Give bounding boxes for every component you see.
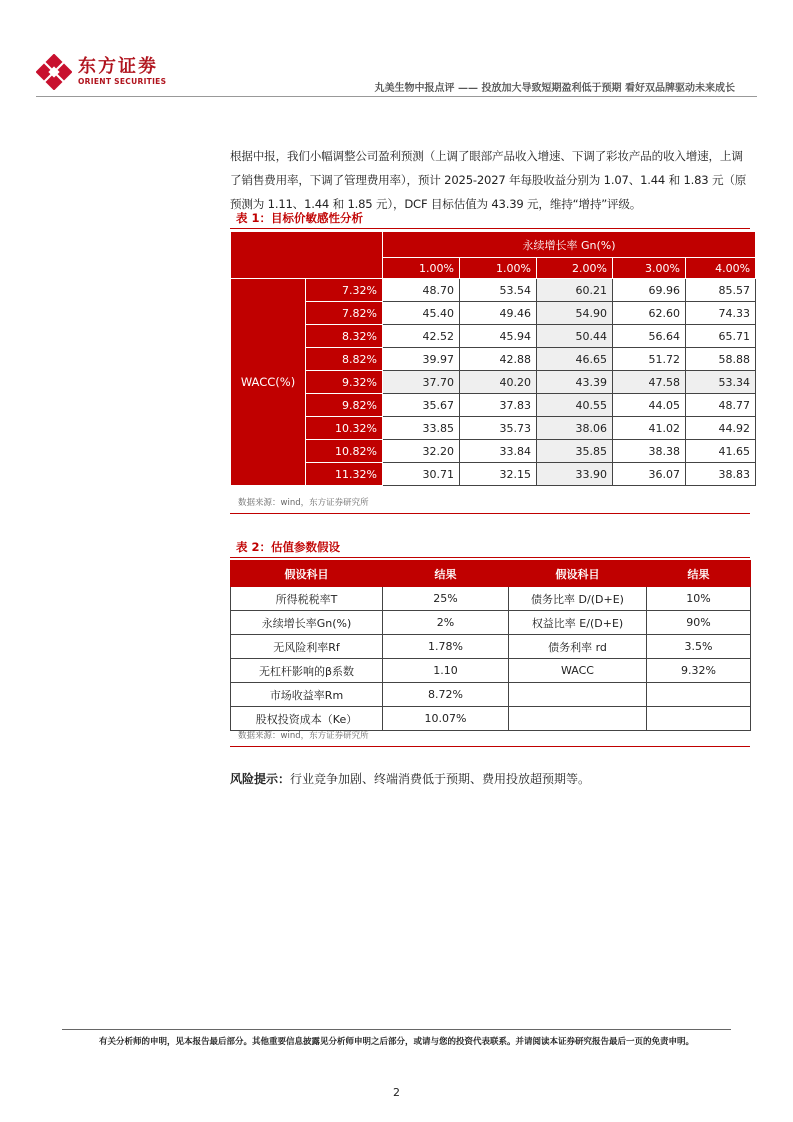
table-cell: 股权投资成本（Ke）: [231, 707, 383, 731]
table-cell: [647, 683, 751, 707]
wacc-row-header: 11.32%: [306, 463, 383, 486]
table2-bottom-rule: [230, 746, 750, 747]
table-cell: 69.96: [613, 279, 686, 302]
table-cell: 45.94: [460, 325, 537, 348]
table2-caption-rule: [230, 557, 750, 558]
table-cell: 市场收益率Rm: [231, 683, 383, 707]
table-cell: 65.71: [686, 325, 756, 348]
table1-corner: [231, 232, 383, 279]
table-row: [231, 417, 756, 440]
table-cell: 36.07: [613, 463, 686, 486]
table-cell: 32.15: [460, 463, 537, 486]
footer-divider: [62, 1029, 731, 1030]
table-cell: 债务比率 D/(D+E): [509, 587, 647, 611]
table-cell: 33.90: [537, 463, 613, 486]
table-row: [231, 611, 751, 635]
table2-column-header: 假设科目: [231, 561, 383, 587]
table-cell: 10.07%: [383, 707, 509, 731]
growth-rate-col-header: 2.00%: [537, 258, 613, 279]
table-cell: 无风险利率Rf: [231, 635, 383, 659]
table-cell: 1.10: [383, 659, 509, 683]
table-cell: 38.06: [537, 417, 613, 440]
growth-rate-col-header: 3.00%: [613, 258, 686, 279]
table-cell: 25%: [383, 587, 509, 611]
wacc-row-header: 7.32%: [306, 279, 383, 302]
table2-caption: 表 2：估值参数假设: [236, 540, 341, 554]
report-title: 丸美生物中报点评 —— 投放加大导致短期盈利低于预期 看好双品牌驱动未来成长: [374, 83, 735, 94]
table1-source: 数据来源：wind，东方证券研究所: [238, 498, 369, 508]
table-row: [231, 440, 756, 463]
table-row: [231, 279, 756, 302]
table-row: [231, 371, 756, 394]
risk-label: 风险提示：: [230, 772, 291, 786]
table-row: [231, 635, 751, 659]
table-cell: 永续增长率Gn(%): [231, 611, 383, 635]
table-cell: 30.71: [383, 463, 460, 486]
table-cell: 38.38: [613, 440, 686, 463]
table-cell: 44.05: [613, 394, 686, 417]
table-cell: 62.60: [613, 302, 686, 325]
header-divider: [36, 96, 757, 97]
table-cell: 54.90: [537, 302, 613, 325]
valuation-assumptions-table: [230, 560, 751, 731]
risk-text: 行业竞争加剧、终端消费低于预期、费用投放超预期等。: [290, 772, 591, 786]
table-row: [231, 394, 756, 417]
table2-column-header: 结果: [647, 561, 751, 587]
table-cell: 42.52: [383, 325, 460, 348]
table-row: [231, 659, 751, 683]
table-cell: 85.57: [686, 279, 756, 302]
table-cell: 33.84: [460, 440, 537, 463]
wacc-row-header: 8.32%: [306, 325, 383, 348]
table-row: [231, 325, 756, 348]
table-cell: [647, 707, 751, 731]
wacc-row-header: 7.82%: [306, 302, 383, 325]
table-cell: 41.02: [613, 417, 686, 440]
logo-chinese-name: 东方证劵: [78, 56, 158, 77]
table-cell: 所得税税率T: [231, 587, 383, 611]
table2-column-header: 结果: [383, 561, 509, 587]
table-cell: 44.92: [686, 417, 756, 440]
table-row: [231, 348, 756, 371]
growth-rate-col-header: 1.00%: [383, 258, 460, 279]
logo-mark-icon: [36, 54, 72, 90]
table2-source: 数据来源：wind，东方证券研究所: [238, 731, 369, 741]
table-row: [231, 683, 751, 707]
table-cell: 3.5%: [647, 635, 751, 659]
table-cell: 42.88: [460, 348, 537, 371]
table-cell: 37.83: [460, 394, 537, 417]
growth-rate-col-header: 4.00%: [686, 258, 756, 279]
table-cell: 41.65: [686, 440, 756, 463]
table-cell: 8.72%: [383, 683, 509, 707]
table-cell: 9.32%: [647, 659, 751, 683]
table-cell: 48.70: [383, 279, 460, 302]
table-cell: 49.46: [460, 302, 537, 325]
table-cell: 35.67: [383, 394, 460, 417]
growth-rate-col-header: 1.00%: [460, 258, 537, 279]
wacc-row-header: 10.32%: [306, 417, 383, 440]
table-cell: 债务利率 rd: [509, 635, 647, 659]
sensitivity-table: [230, 231, 756, 486]
table-cell: 53.54: [460, 279, 537, 302]
table-cell: 58.88: [686, 348, 756, 371]
table-cell: 40.20: [460, 371, 537, 394]
table-cell: 38.83: [686, 463, 756, 486]
table-cell: 74.33: [686, 302, 756, 325]
table-cell: 37.70: [383, 371, 460, 394]
table-cell: 45.40: [383, 302, 460, 325]
wacc-row-group-label: WACC(%): [231, 279, 306, 486]
table-cell: 90%: [647, 611, 751, 635]
table-cell: 权益比率 E/(D+E): [509, 611, 647, 635]
table-cell: 39.97: [383, 348, 460, 371]
table-cell: 10%: [647, 587, 751, 611]
table-cell: WACC: [509, 659, 647, 683]
wacc-row-header: 10.82%: [306, 440, 383, 463]
table-cell: 47.58: [613, 371, 686, 394]
table-cell: 无杠杆影响的β系数: [231, 659, 383, 683]
table-cell: 32.20: [383, 440, 460, 463]
risk-warning: [230, 770, 590, 787]
table-cell: 50.44: [537, 325, 613, 348]
page-number: 2: [393, 1086, 400, 1099]
table1-caption: 表 1：目标价敏感性分析: [236, 211, 364, 225]
table1-bottom-rule: [230, 513, 750, 514]
table-row: [231, 707, 751, 731]
table-cell: [509, 707, 647, 731]
table-cell: 40.55: [537, 394, 613, 417]
growth-rate-header: 永续增长率 Gn(%): [383, 232, 756, 258]
table-row: [231, 587, 751, 611]
table-cell: 60.21: [537, 279, 613, 302]
wacc-row-header: 9.82%: [306, 394, 383, 417]
table-row: [231, 463, 756, 486]
table-cell: 46.65: [537, 348, 613, 371]
table-cell: 43.39: [537, 371, 613, 394]
table-cell: 1.78%: [383, 635, 509, 659]
footer-disclaimer: 有关分析师的申明，见本报告最后部分。其他重要信息披露见分析师申明之后部分，或请与您的投资代表联系。并请阅读本证券研究报告最后一页的免责申明。: [98, 1037, 694, 1047]
company-logo: [36, 52, 166, 92]
table-cell: 35.73: [460, 417, 537, 440]
body-paragraph: 根据中报，我们小幅调整公司盈利预测（上调了眼部产品收入增速、下调了彩妆产品的收入增速，上调了销售费用率，下调了管理费用率），预计 2025-2027 年每股收益分别为 1.07、1.44 和 1.83 元（原预测为 1.11、1.44 和 1.85 元），DCF 目标估值为 43.39 元，维持“增持”评级。: [230, 149, 747, 211]
table-cell: 56.64: [613, 325, 686, 348]
table2-column-header: 假设科目: [509, 561, 647, 587]
table-cell: 48.77: [686, 394, 756, 417]
table-cell: 53.34: [686, 371, 756, 394]
logo-english-name: ORIENT SECURITIES: [78, 77, 167, 86]
table-cell: 2%: [383, 611, 509, 635]
table1-caption-rule: [230, 228, 750, 229]
table-cell: [509, 683, 647, 707]
table-cell: 51.72: [613, 348, 686, 371]
wacc-row-header: 8.82%: [306, 348, 383, 371]
table-cell: 33.85: [383, 417, 460, 440]
wacc-row-header: 9.32%: [306, 371, 383, 394]
table-row: [231, 302, 756, 325]
table-cell: 35.85: [537, 440, 613, 463]
